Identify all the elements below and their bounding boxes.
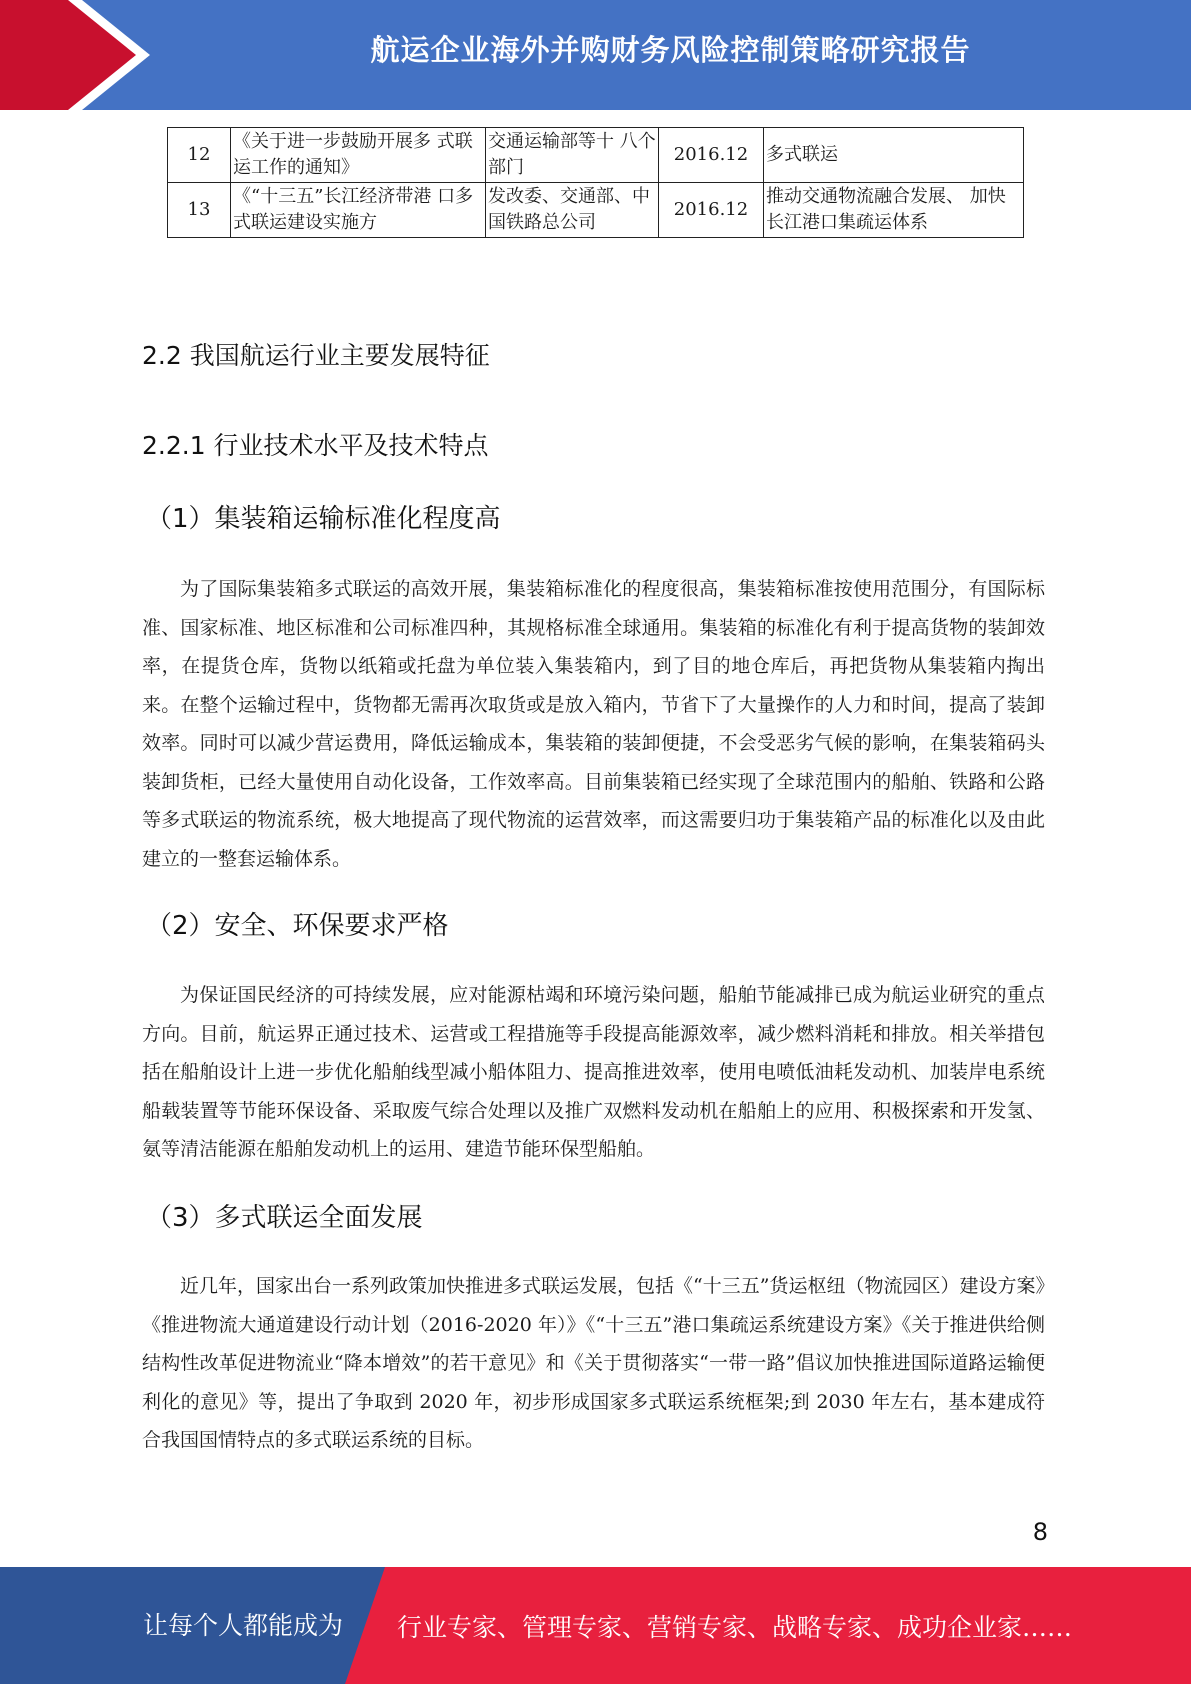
table-row [168, 183, 1024, 238]
table-cell-dept: 发改委、交通部、中国铁路总公司 [486, 183, 659, 238]
table-cell-name: 《“十三五”长江经济带港 口多式联运建设实施方 [231, 183, 486, 238]
table-cell-topic: 多式联运 [764, 128, 1024, 183]
subsection-heading: 2.2.1 行业技术水平及技术特点 [142, 431, 489, 460]
item-heading-3: （3）多式联运全面发展 [146, 1203, 423, 1233]
table-cell-no: 13 [168, 183, 231, 238]
item-paragraph-3: 近几年，国家出台一系列政策加快推进多式联运发展，包括《“十三五”货运枢纽（物流园区）建设方案》《推进物流大通道建设行动计划（2016-2020 年）》《“十三五”港口集疏运系统建设方案》《关于推进供给侧结构性改革促进物流业“降本增效”的若干意见》和《关于贯彻落实“一带一路”倡议加快推进国际道路运输便利化的意见》等，提出了争取到 2020 年，初步形成国家多式联运系统框架;到 2030 年左右，基本建成符合我国国情特点的多式联运系统的目标。 [142, 1275, 1045, 1451]
item-heading-2: （2）安全、环保要求严格 [146, 911, 449, 941]
item-paragraph-2: 为保证国民经济的可持续发展，应对能源枯竭和环境污染问题，船舶节能减排已成为航运业研究的重点方向。目前，航运界正通过技术、运营或工程措施等手段提高能源效率，减少燃料消耗和排放。相关举措包括在船舶设计上进一步优化船舶线型减小船体阻力、提高推进效率，使用电喷低油耗发动机、加装岸电系统船载装置等节能环保设备、采取废气综合处理以及推广双燃料发动机在船舶上的应用、积极探索和开发氢、氨等清洁能源在船舶发动机上的运用、建造节能环保型船舶。 [142, 984, 1045, 1160]
page-footer [0, 1567, 1191, 1684]
item-heading-1: （1）集装箱运输标准化程度高 [146, 504, 501, 534]
footer-slogan-right: 行业专家、管理专家、营销专家、战略专家、成功企业家…… [397, 1613, 1073, 1642]
footer-slogan-left: 让每个人都能成为 [143, 1611, 344, 1640]
table-cell-name: 《关于进一步鼓励开展多 式联运工作的通知》 [231, 128, 486, 183]
page-number: 8 [1032, 1518, 1048, 1546]
item-paragraph-1: 为了国际集装箱多式联运的高效开展，集装箱标准化的程度很高，集装箱标准按使用范围分，有国际标准、国家标准、地区标准和公司标准四种，其规格标准全球通用。集装箱的标准化有利于提高货物的装卸效率，在提货仓库，货物以纸箱或托盘为单位装入集装箱内，到了目的地仓库后，再把货物从集装箱内掏出来。在整个运输过程中，货物都无需再次取货或是放入箱内，节省下了大量操作的人力和时间，提高了装卸效率。同时可以减少营运费用，降低运输成本，集装箱的装卸便捷，不会受恶劣气候的影响，在集装箱码头装卸货柜，已经大量使用自动化设备，工作效率高。目前集装箱已经实现了全球范围内的船舶、铁路和公路等多式联运的物流系统，极大地提高了现代物流的运营效率，而这需要归功于集装箱产品的标准化以及由此建立的一整套运输体系。 [142, 578, 1045, 870]
page-header [0, 0, 1191, 110]
section-heading: 2.2 我国航运行业主要发展特征 [142, 341, 490, 370]
header-chevron-decoration [0, 0, 150, 110]
table-cell-topic: 推动交通物流融合发展、 加快长江港口集疏运体系 [764, 183, 1024, 238]
table-cell-date: 2016.12 [659, 183, 764, 238]
table-row [168, 128, 1024, 183]
table-cell-date: 2016.12 [659, 128, 764, 183]
policy-table [167, 127, 1024, 238]
table-cell-dept: 交通运输部等十 八个部门 [486, 128, 659, 183]
header-title: 航运企业海外并购财务风险控制策略研究报告 [370, 33, 971, 67]
table-cell-no: 12 [168, 128, 231, 183]
